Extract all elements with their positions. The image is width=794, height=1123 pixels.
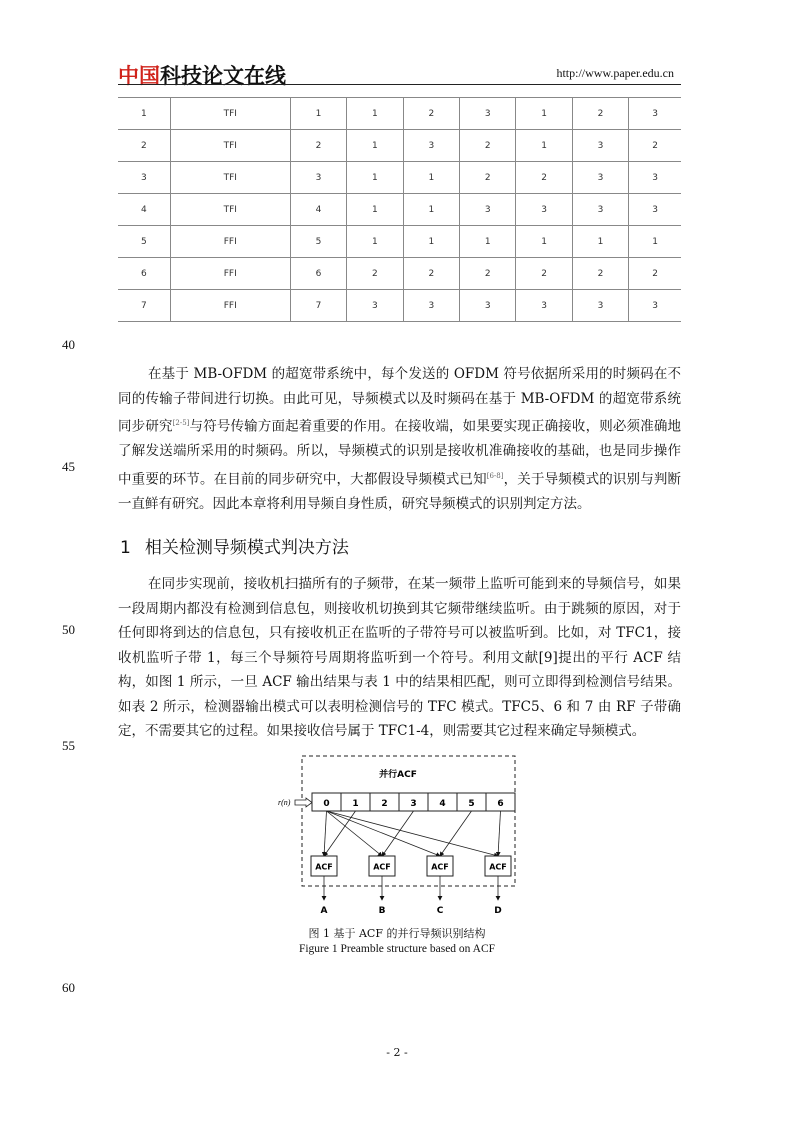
line-number-40: 40 <box>62 337 75 352</box>
table-cell: 3 <box>290 162 346 194</box>
table-cell: 1 <box>516 98 572 130</box>
site-logo <box>118 60 286 90</box>
table-cell: 2 <box>290 130 346 162</box>
table-cell: 1 <box>516 226 572 258</box>
table-cell: FFI <box>170 226 290 258</box>
table-cell: 4 <box>290 194 346 226</box>
citation-6-8: [6-8] <box>486 471 504 480</box>
table-cell: 2 <box>347 258 403 290</box>
output-label: D <box>494 906 502 916</box>
connection-arrow <box>327 811 383 856</box>
table-cell: 2 <box>403 98 459 130</box>
register-cell-label: 0 <box>323 799 330 809</box>
table-cell: 1 <box>347 194 403 226</box>
parallel-acf-figure <box>276 753 526 923</box>
tfc-table <box>118 97 681 322</box>
header-rule <box>118 84 681 85</box>
table-cell: 1 <box>347 98 403 130</box>
table-cell: 3 <box>118 162 170 194</box>
method-paragraph: 在同步实现前，接收机扫描所有的子频带，在某一频带上监听可能到来的导频信号，如果一段周期内都没有检测到信息包，则接收机切换到其它频带继续监听。由于跳频的原因，对于任何即将到达的信息包，只有接收机正在监听的子带符号可以被监听到。比如，对 TFC1，接收机监听子带 1，每三个导频符号周期将监听到一个符号。利用文献[9]提出的平行 ACF 结构，如图 1 所示，一旦 ACF 输出结果与表 1 中的结果相匹配，则可立即得到检测信号结果。如表 2 所示，检测器输出模式可以表明检测信号的 TFC 模式。TFC5、6 和 7 由 RF 子带确定，不需要其它的过程。如果接收信号属于 TFC1-4，则需要其它过程来确定导频模式。 <box>118 576 681 739</box>
table-cell: 4 <box>118 194 170 226</box>
table-cell: 3 <box>629 162 681 194</box>
table-cell: 2 <box>118 130 170 162</box>
table-cell: 1 <box>290 98 346 130</box>
table-cell: TFI <box>170 194 290 226</box>
acf-blocks <box>311 856 511 876</box>
register-cell-label: 6 <box>497 799 504 809</box>
connection-arrow <box>324 811 327 856</box>
output-label: B <box>378 906 386 916</box>
table-cell: 3 <box>572 290 628 322</box>
register-cell-label: 5 <box>468 799 475 809</box>
line-number-45: 45 <box>62 459 75 474</box>
site-url: http://www.paper.edu.cn <box>556 66 674 80</box>
table-cell: 1 <box>347 130 403 162</box>
figure-caption-en: Figure 1 Preamble structure based on ACF <box>298 943 496 955</box>
table-row <box>118 290 681 322</box>
table-cell: 5 <box>290 226 346 258</box>
intro-text-2: 与符号传输方面起着重要的作用。在接收端，如果要实现正确接收，则必须准确地了解发送端所采用的时频码。所以，导频模式的识别是接收机准确接收的基础，也是同步操作中重要的环节。在目前的同步研究中，大都假设导频模式已知 <box>118 418 682 487</box>
table-cell: 6 <box>290 258 346 290</box>
table-cell: 5 <box>118 226 170 258</box>
register-cell-label: 1 <box>352 799 359 809</box>
table-cell: 1 <box>403 194 459 226</box>
table-row <box>118 162 681 194</box>
figure-title: 并行ACF <box>379 770 417 780</box>
table-row <box>118 258 681 290</box>
intro-text-3: ，关于导频模式的识别与判断一直鲜有研究。因此本章将利用导频自身性质，研究导频模式的识别判定方法。 <box>118 471 682 512</box>
acf-block-label: ACF <box>373 862 391 872</box>
table-cell: 2 <box>572 98 628 130</box>
table-cell: 3 <box>629 194 681 226</box>
connection-lines <box>324 811 501 856</box>
table-cell: 1 <box>347 162 403 194</box>
logo-red-text: 中国 <box>118 64 160 88</box>
line-number-50: 50 <box>62 622 75 637</box>
input-label: r(n) <box>278 798 291 807</box>
table-cell: 3 <box>629 98 681 130</box>
figure-caption-cn: 图 1 基于 ACF 的并行导频识别结构 <box>308 927 486 940</box>
line-number-55: 55 <box>62 738 75 753</box>
table-cell: 3 <box>347 290 403 322</box>
table-cell: 1 <box>460 226 516 258</box>
table-cell: 3 <box>460 98 516 130</box>
line-number-60: 60 <box>62 980 75 995</box>
table-row <box>118 98 681 130</box>
output-labels <box>321 876 502 916</box>
table-cell: 2 <box>460 162 516 194</box>
logo-black-text: 科技论文在线 <box>160 64 286 88</box>
table-cell: 1 <box>118 98 170 130</box>
register-cell-label: 2 <box>381 799 388 809</box>
table-cell: FFI <box>170 258 290 290</box>
shift-register <box>312 793 515 811</box>
intro-text-1: 在基于 MB-OFDM 的超宽带系统中，每个发送的 OFDM 符号依据所采用的时频码在不同的传输子带间进行切换。由此可见，导频模式以及时频码在基于 MB-OFDM 的超宽带系统同步研究 <box>118 366 681 435</box>
table-cell: 2 <box>460 130 516 162</box>
table-cell: 3 <box>460 290 516 322</box>
acf-block-label: ACF <box>431 862 449 872</box>
input-arrow-icon <box>295 798 312 807</box>
table-cell: 3 <box>572 194 628 226</box>
table-row <box>118 226 681 258</box>
connection-arrow <box>324 811 356 856</box>
acf-block-label: ACF <box>315 862 333 872</box>
table-cell: 1 <box>572 226 628 258</box>
table-body <box>118 98 681 322</box>
table-cell: 2 <box>516 162 572 194</box>
table-cell: 6 <box>118 258 170 290</box>
table-cell: 7 <box>290 290 346 322</box>
connection-arrow <box>327 811 499 856</box>
connection-arrow <box>440 811 472 856</box>
section-heading <box>120 533 363 558</box>
register-cell-label: 3 <box>410 799 417 809</box>
table-cell: 3 <box>572 162 628 194</box>
table-cell: 3 <box>516 290 572 322</box>
table-cell: 3 <box>403 130 459 162</box>
table-cell: 2 <box>516 258 572 290</box>
table-cell: 1 <box>347 226 403 258</box>
output-label: C <box>436 906 444 916</box>
table-cell: 2 <box>403 258 459 290</box>
table-cell: 2 <box>460 258 516 290</box>
table-cell: FFI <box>170 290 290 322</box>
connection-arrow <box>382 811 414 856</box>
table-cell: 2 <box>629 130 681 162</box>
table-cell: 1 <box>629 226 681 258</box>
table-cell: 2 <box>572 258 628 290</box>
table-cell: 7 <box>118 290 170 322</box>
section-title: 相关检测导频模式判决方法 <box>144 538 349 558</box>
table-cell: TFI <box>170 162 290 194</box>
table-cell: 1 <box>516 130 572 162</box>
table-cell: 3 <box>629 290 681 322</box>
page-number: - 2 - <box>386 1046 408 1059</box>
table-cell: TFI <box>170 98 290 130</box>
table-cell: 1 <box>403 162 459 194</box>
table-cell: 2 <box>629 258 681 290</box>
table-cell: 1 <box>403 226 459 258</box>
section-number: 1 <box>120 538 131 558</box>
register-cell-label: 4 <box>439 799 446 809</box>
table-cell: TFI <box>170 130 290 162</box>
acf-block-label: ACF <box>489 862 507 872</box>
citation-2-5: [2-5] <box>172 419 190 427</box>
output-label: A <box>320 906 328 916</box>
table-row <box>118 130 681 162</box>
table-row <box>118 194 681 226</box>
table-cell: 3 <box>572 130 628 162</box>
table-cell: 3 <box>403 290 459 322</box>
table-cell: 3 <box>460 194 516 226</box>
table-cell: 3 <box>516 194 572 226</box>
connection-arrow <box>327 811 441 856</box>
connection-arrow <box>498 811 501 856</box>
intro-paragraph <box>118 362 681 516</box>
